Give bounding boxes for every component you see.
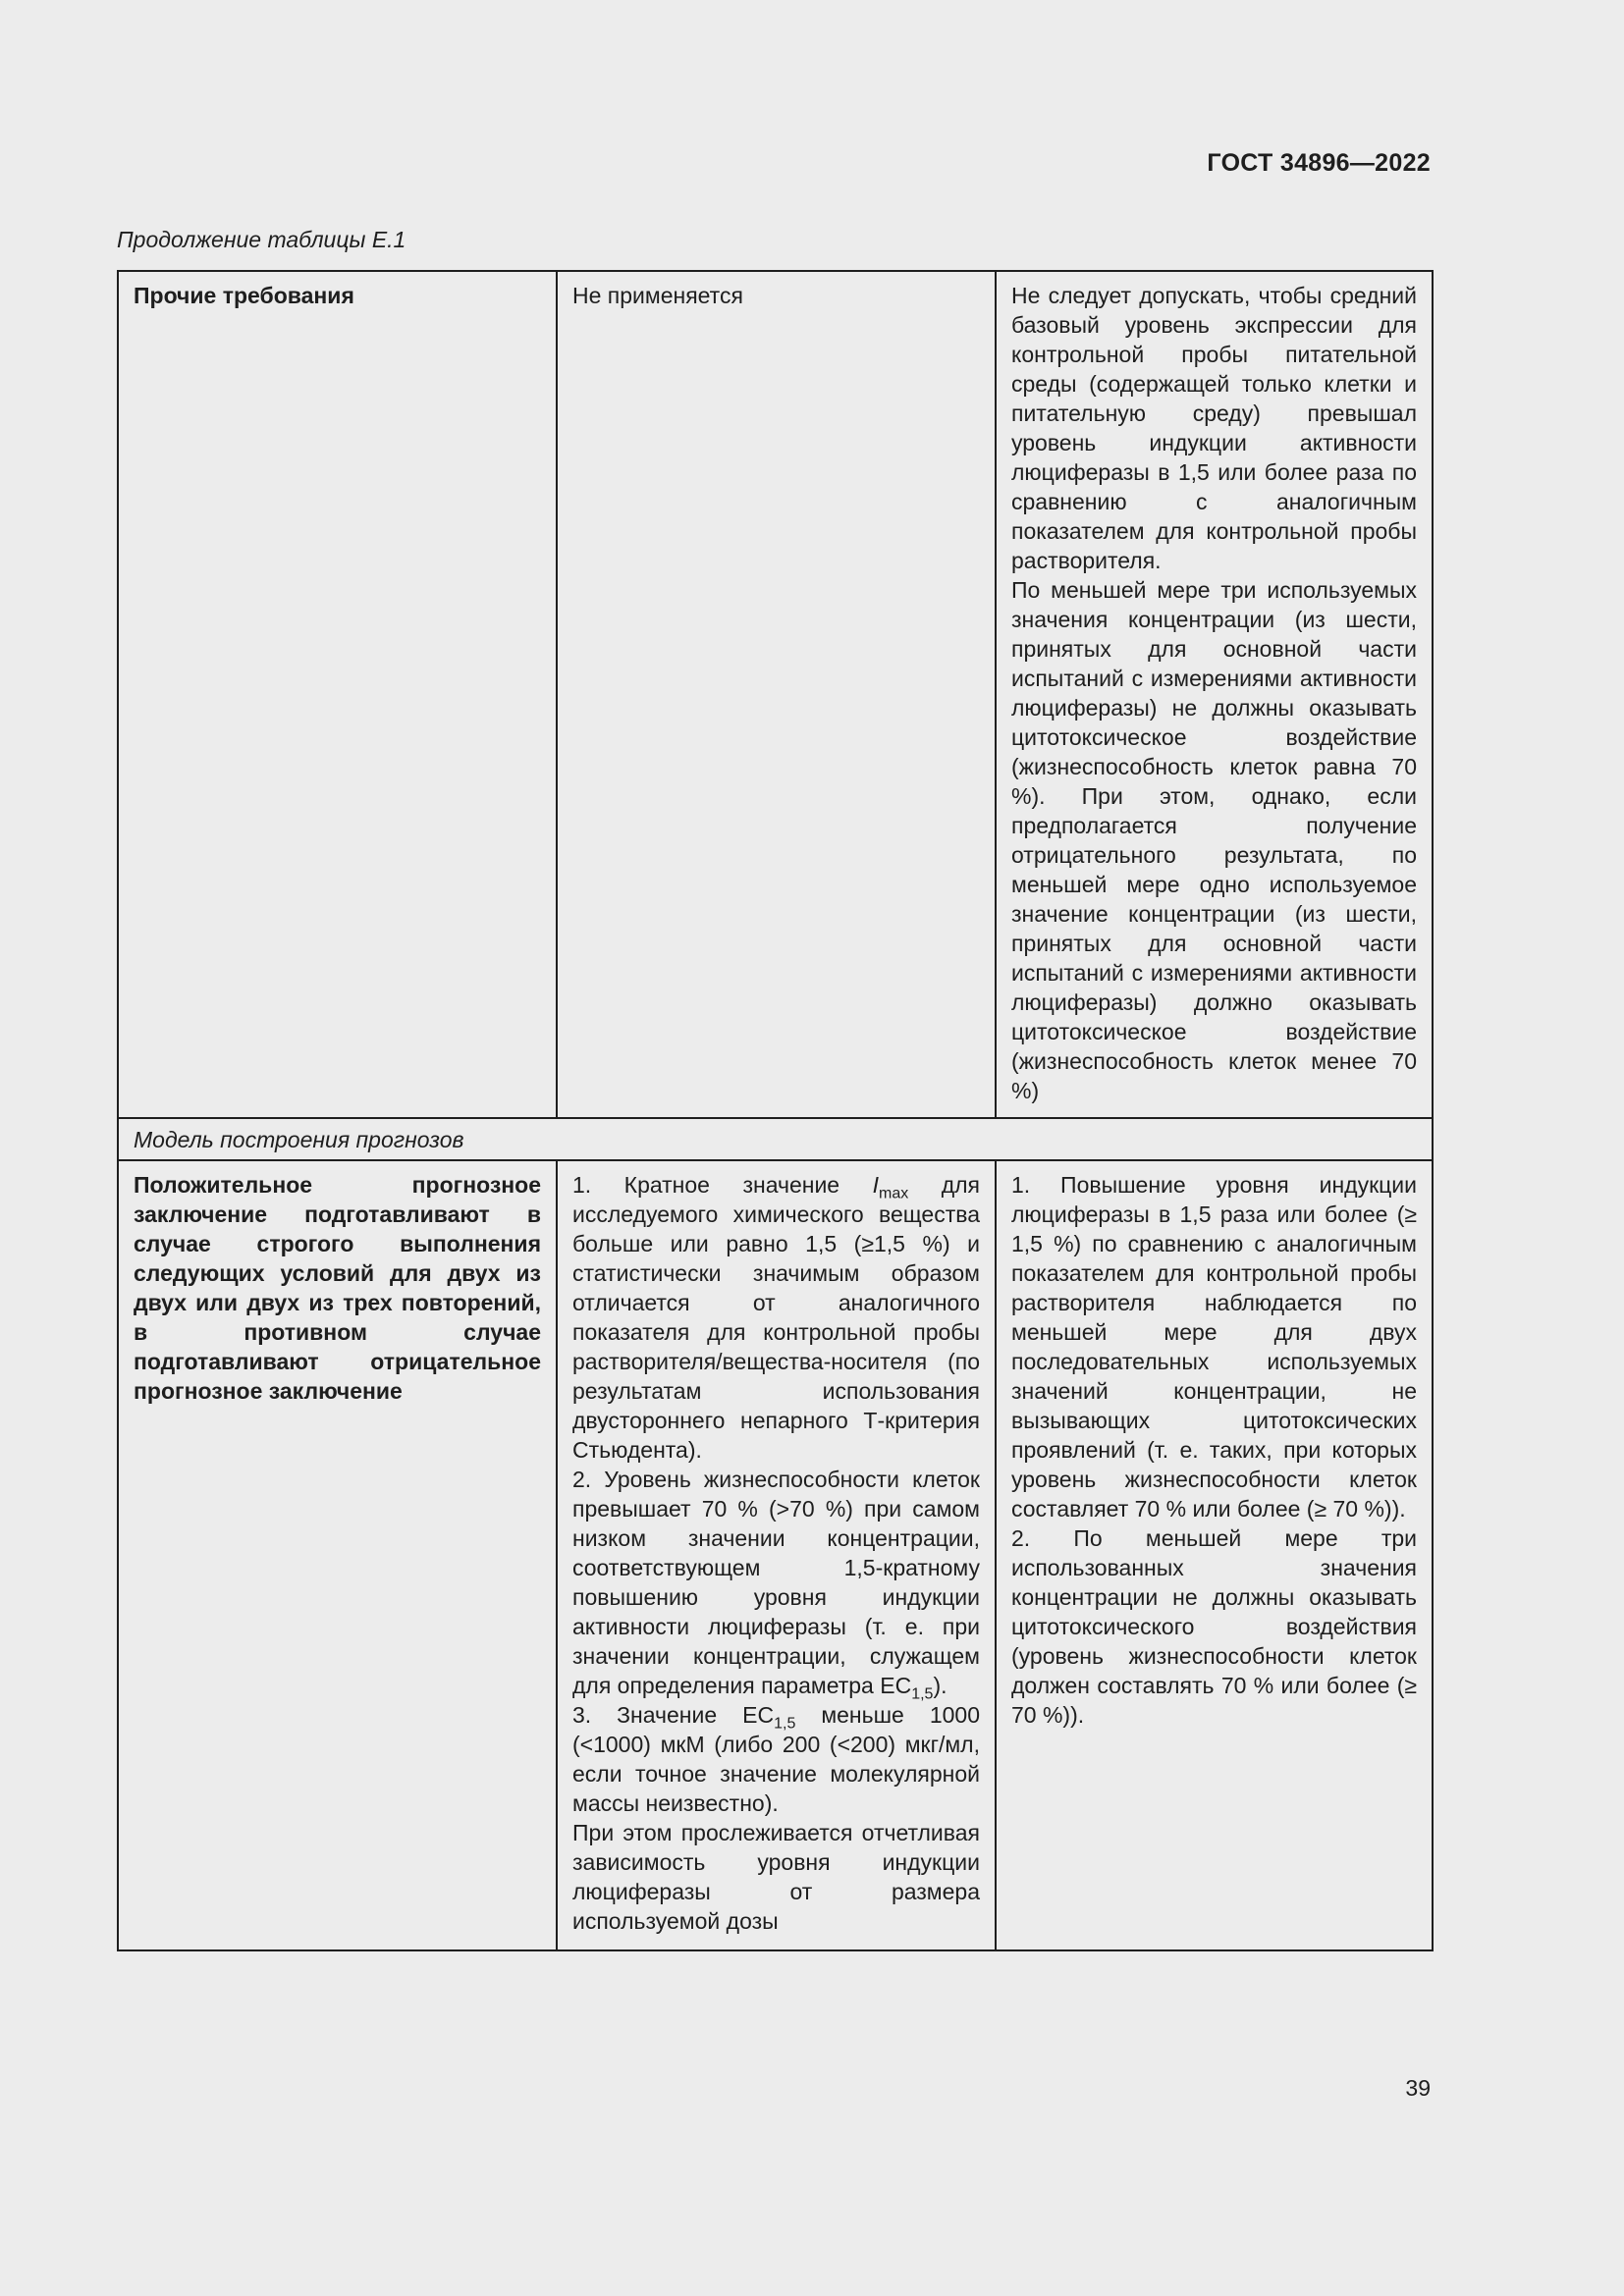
cell-text: Не применяется (572, 283, 743, 308)
table-cell (996, 271, 1433, 1118)
table-cell (996, 1160, 1433, 1950)
imax-symbol: I (872, 1172, 879, 1198)
table-row-positive-prediction (118, 1160, 1433, 1950)
table-cell (118, 271, 557, 1118)
cell-paragraph: 1. Кратное значение $I_{max}$ для исследуемого химического вещества больше или равно 1,5 (≥1,5 %) и статистически значимым образом отличается от аналогичного показателя для контрольной пробы растворителя/вещества-носителя (по результатам использования двустороннего непарного Т-критерия Стьюдента). (572, 1172, 981, 1463)
table-caption: Продолжение таблицы Е.1 (117, 227, 406, 252)
row-heading: Положительное прогнозное заключение подготавливают в случае строгого выполнения следующих условий для двух из двух или двух из трех повторений, в противном случае подготавливают отрицательное прогнозное заключение (134, 1172, 541, 1404)
table-section-row (118, 1118, 1433, 1160)
cell-paragraph: При этом прослеживается отчетливая зависимость уровня индукции люциферазы от размера используемой дозы (572, 1820, 980, 1934)
table-row-other-requirements (118, 271, 1433, 1118)
row-heading: Прочие требования (134, 283, 354, 308)
document-code: ГОСТ 34896—2022 (1207, 149, 1431, 177)
table-cell (118, 1160, 557, 1950)
table-cell (557, 271, 996, 1118)
requirements-table (117, 270, 1434, 1951)
table-cell (557, 1160, 996, 1950)
cell-paragraph: 2. Уровень жизнеспособности клеток превышает 70 % (>70 %) при самом низком значении концентрации, соответствующем 1,5-кратному повышению уровня индукции активности люциферазы (т. е. при значении концентрации, служащем для определения параметра $EC_{1,5}$). (572, 1467, 980, 1703)
cell-paragraph: 1. Повышение уровня индукции люциферазы в 1,5 раза или более (≥ 1,5 %) по сравнению с аналогичным показателем для контрольной пробы растворителя наблюдается по меньшей мере для двух последовательных используемых значений концентрации, не вызывающих цитотоксических проявлений (т. е. таких, при которых уровень жизнеспособности клеток составляет 70 % или более (≥ 70 %)). (1011, 1172, 1417, 1522)
section-heading: Модель построения прогнозов (118, 1118, 1433, 1160)
page-number: 39 (1405, 2075, 1431, 2101)
cell-paragraph: Не следует допускать, чтобы средний базовый уровень экспрессии для контрольной пробы питательной среды (содержащей только клетки и питательную среду) превышал уровень индукции активности люциферазы в 1,5 или более раза по сравнению с аналогичным показателем для контрольной пробы растворителя. (1011, 283, 1417, 573)
cell-paragraph: По меньшей мере три используемых значения концентрации (из шести, принятых для основной части испытаний с измерениями активности люциферазы) не должны оказывать цитотоксическое воздействие (жизнеспособность клеток равна 70 %). При этом, однако, если предполагается получение отрицательного результата, по меньшей мере одно используемое значение концентрации (из шести, принятых для основной части испытаний с измерениями активности люциферазы) должно оказывать цитотоксическое воздействие (жизнеспособность клеток менее 70 %) (1011, 577, 1417, 1103)
cell-paragraph: 3. Значение $EC_{1,5}$ меньше 1000 (<1000) мкМ (либо 200 (<200) мкг/мл, если точное значение молекулярной массы неизвестно). (572, 1702, 980, 1816)
cell-paragraph: 2. По меньшей мере три использованных значения концентрации не должны оказывать цитотоксического воздействия (уровень жизнеспособности клеток должен составлять 70 % или более (≥ 70 %)). (1011, 1525, 1417, 1728)
